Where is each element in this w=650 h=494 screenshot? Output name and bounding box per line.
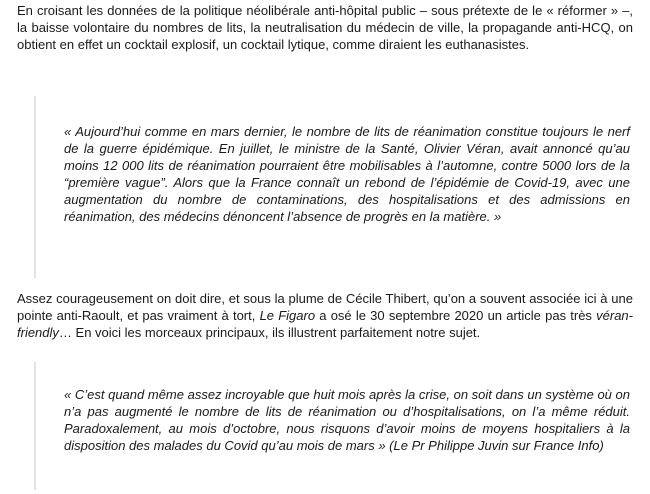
- figaro-paragraph-part2: a osé le 30 septembre 2020 un article pas très: [315, 308, 597, 323]
- blockquote-reanimation: [34, 96, 630, 278]
- figaro-paragraph-part3: … En voici les morceaux principaux, ils illustrent parfaitement notre sujet.: [58, 325, 481, 340]
- figaro-paragraph: [17, 290, 633, 341]
- quote-juvin-body: « C’est quand même assez incroyable que huit mois après la crise, on soit dans un système où on n’a pas augmenté le nombre de lits de réanimation ou d’hospitalisations, on l’a même réduit. Paradoxalement, au mois d’octobre, nous risquons d’avoir moins de moyens hospitaliers à la disposition des malades du Covid qu’au mois de mars »: [64, 387, 630, 453]
- newspaper-name: Le Figaro: [259, 308, 316, 323]
- quote-juvin-text: [64, 386, 630, 454]
- figaro-paragraph-part1: Assez courageusement on doit dire, et sous la plume de Cécile Thibert, qu’on a souvent associée ici à une pointe anti-Raoult, et pas vraiment à tort,: [17, 291, 633, 323]
- blockquote-juvin: [34, 362, 630, 490]
- intro-paragraph: En croisant les données de la politique néolibérale anti-hôpital public – sous prétexte de le « réformer » –, la baisse volontaire du nombres de lits, la neutralisation du médecin de ville, la propagande anti-HCQ, on obtient en effet un cocktail explosif, un cocktail lytique, comme diraient les euthanasistes.: [17, 3, 633, 52]
- quote-reanimation-text: « Aujourd’hui comme en mars dernier, le nombre de lits de réanimation constitue toujours le nerf de la guerre épidémique. En juillet, le ministre de la Santé, Olivier Véran, avait annoncé qu’au moins 12 000 lits de réanimation pourraient être mobilisables à l’automne, contre 5000 lors de la “première vague”. Alors que la France connaît un rebond de l’épidémie de Covid-19, avec une augmentation du nombre de contaminations, des hospitalisations et des admissions en réanimation, des médecins dénoncent l’absence de progrès en la matière. »: [64, 124, 630, 224]
- quote-juvin-attribution: (Le Pr Philippe Juvin sur France Info): [385, 438, 604, 453]
- veran-friendly-expression: véran-friendly: [17, 308, 633, 340]
